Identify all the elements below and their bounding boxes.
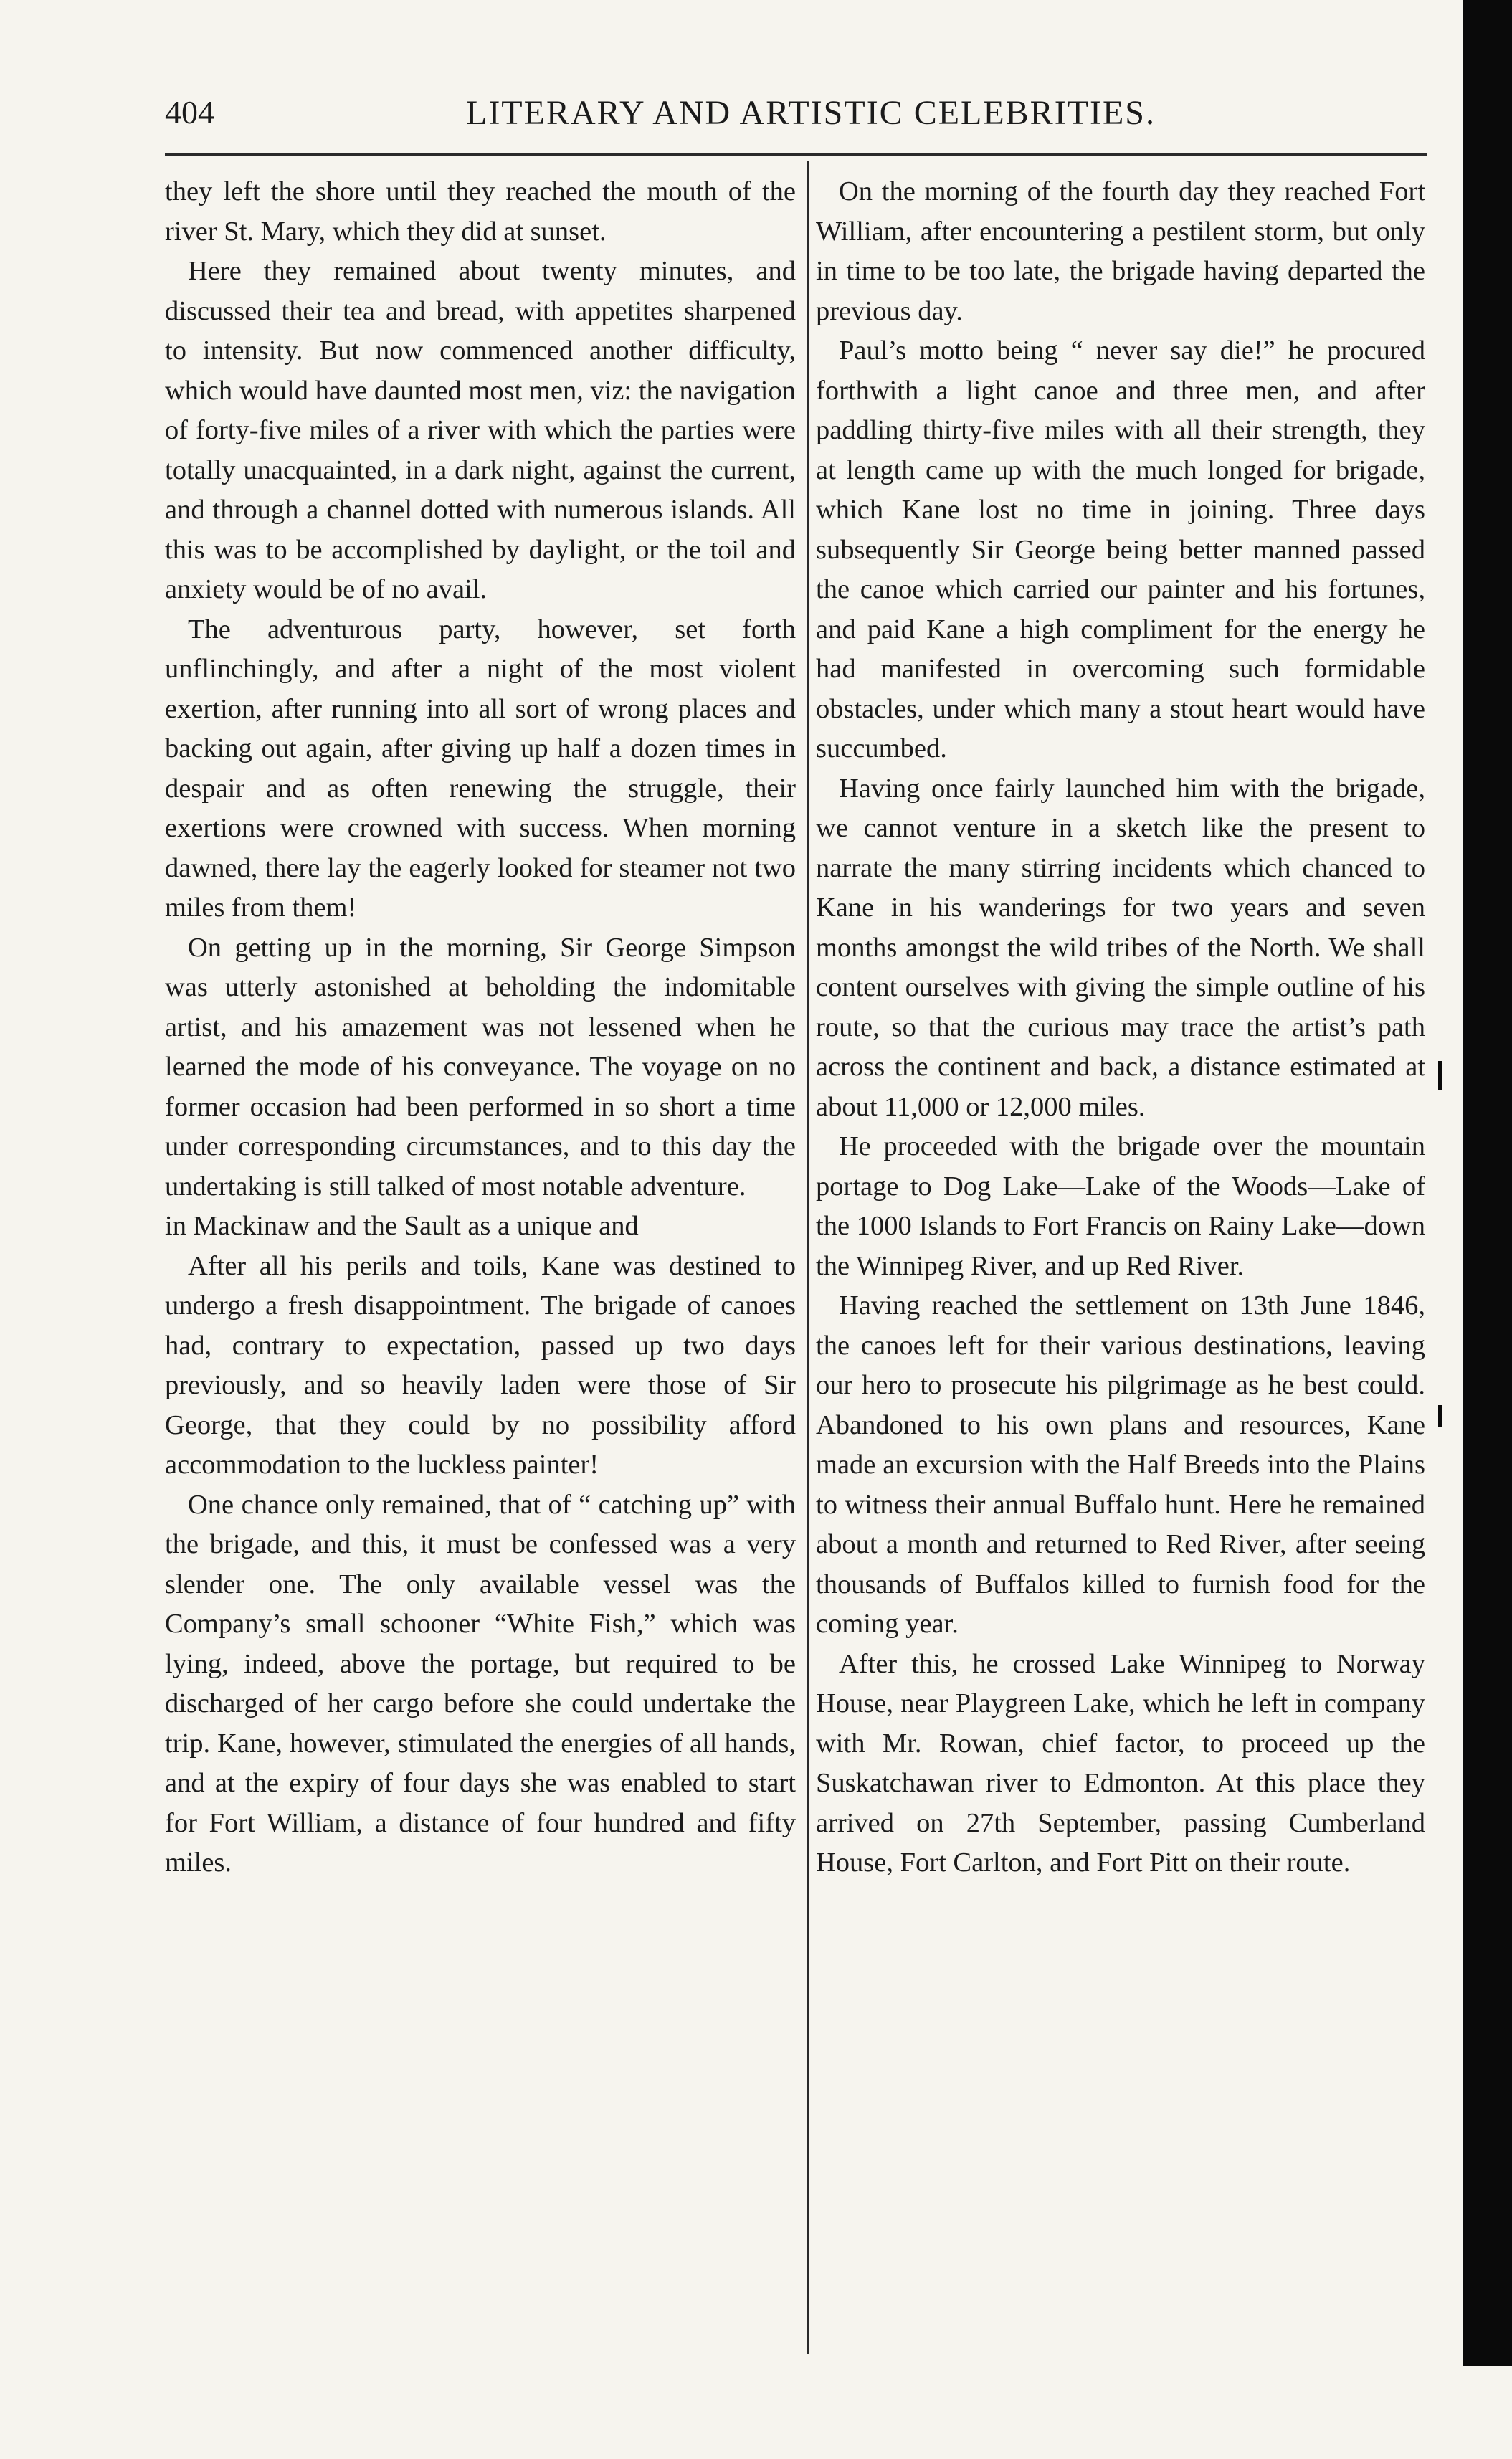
header-rule (165, 153, 1427, 156)
paragraph: The adventurous party, however, set forth unflinchingly, and after a night of the most violent exertion, after running into all sort of wrong places and backing out again, after giving up half a dozen times in despair and as often renewing the struggle, their exertions were crowned with success. When morning dawned, there lay the eagerly looked for steamer not two miles from them! (165, 614, 796, 923)
left-column (165, 172, 796, 1883)
right-column (816, 172, 1425, 1883)
paragraph: Having once fairly launched him with the brigade, we cannot venture in a sketch like the present to narrate the many stirring incidents which chanced to Kane in his wanderings for two years and seven months amongst the wild tribes of the North. We shall content ourselves with giving the simple outline of his route, so that the curious may trace the artist’s path across the continent and back, a distance estimated at about 11,000 or 12,000 miles. (816, 773, 1425, 1122)
scan-edge-mark (1498, 2237, 1503, 2294)
paragraph: they left the shore until they reached the mouth of the river St. Mary, which they did at sunset. (165, 176, 796, 247)
paragraph: Having reached the settlement on 13th June 1846, the canoes left for their various destinations, leaving our hero to prosecute his pilgrimage as he best could. Abandoned to his own plans and resources, Kane made an excursion with the Half Breeds into the Plains to witness their annual Buffalo hunt. Here he remained about a month and returned to Red River, after seeing thousands of Buffalos killed to furnish food for the coming year. (816, 1290, 1425, 1639)
paragraph: He proceeded with the brigade over the mountain portage to Dog Lake—Lake of the Woods—Lake of the 1000 Islands to Fort Francis on Rainy Lake—down the Winnipeg River, and up Red River. (816, 1131, 1425, 1281)
scan-dark-edge (1463, 0, 1512, 2366)
scan-edge-mark (1438, 1061, 1442, 1090)
paragraph: After all his perils and toils, Kane was destined to undergo a fresh disappointment. The brigade of canoes had, contrary to expectation, passed up two days previously, and so heavily laden were those of Sir George, that they could by no possibility afford accommodation to the luckless painter! (165, 1250, 796, 1480)
page-number: 404 (165, 94, 214, 130)
paragraph: On getting up in the morning, Sir George Simpson was utterly astonished at beholding the indomitable artist, and his amazement was not lessened when he learned the mode of his conveyance. The voyage on no former occasion had been performed in so short a time under corresponding circumstances, and to this day the undertaking is still talked of most notable adventure. (165, 932, 796, 1202)
paragraph: After this, he crossed Lake Winnipeg to Norway House, near Playgreen Lake, which he left in company with Mr. Rowan, chief factor, to proceed up the Suskatchawan river to Edmonton. At this place they arrived on 27th September, passing Cumberland House, Fort Carlton, and Fort Pitt on their route. (816, 1648, 1425, 1878)
running-head: LITERARY AND ARTISTIC CELEBRITIES. (466, 94, 1156, 132)
scan-edge-mark (1438, 1405, 1442, 1427)
paragraph: One chance only remained, that of “ catching up” with the brigade, and this, it must be confessed was a very slender one. The only available vessel was the Company’s small schooner “White Fish,” which was lying, indeed, above the portage, but required to be discharged of her cargo before she could undertake the trip. Kane, however, stimulated the energies of all hands, and at the expiry of four days she was enabled to start for Fort William, a distance of four hundred and fifty miles. (165, 1489, 796, 1878)
paragraph: Here they remained about twenty minutes, and discussed their tea and bread, with appetites sharpened to intensity. But now commenced another difficulty, which would have daunted most men, viz: the navigation of forty-five miles of a river with which the parties were totally unacquainted, in a dark night, against the current, and through a channel dotted with numerous islands. All this was to be accomplished by daylight, or the toil and anxiety would be of no avail. (165, 256, 796, 604)
page-header (165, 85, 1427, 142)
paragraph: On the morning of the fourth day they reached Fort William, after encountering a pestilent storm, but only in time to be too late, the brigade having departed the previous day. (816, 176, 1425, 326)
paragraph: Paul’s motto being “ never say die!” he procured forthwith a light canoe and three men, and after paddling thirty-five miles with all their strength, they at length came up with the much longed for brigade, which Kane lost no time in joining. Three days subsequently Sir George being better manned passed the canoe which carried our painter and his fortunes, and paid Kane a high compliment for the energy he had manifested in overcoming such formidable obstacles, under which many a stout heart would have succumbed. (816, 336, 1425, 764)
column-divider (807, 161, 809, 2354)
paragraph: in Mackinaw and the Sault as a unique and (165, 1211, 639, 1241)
